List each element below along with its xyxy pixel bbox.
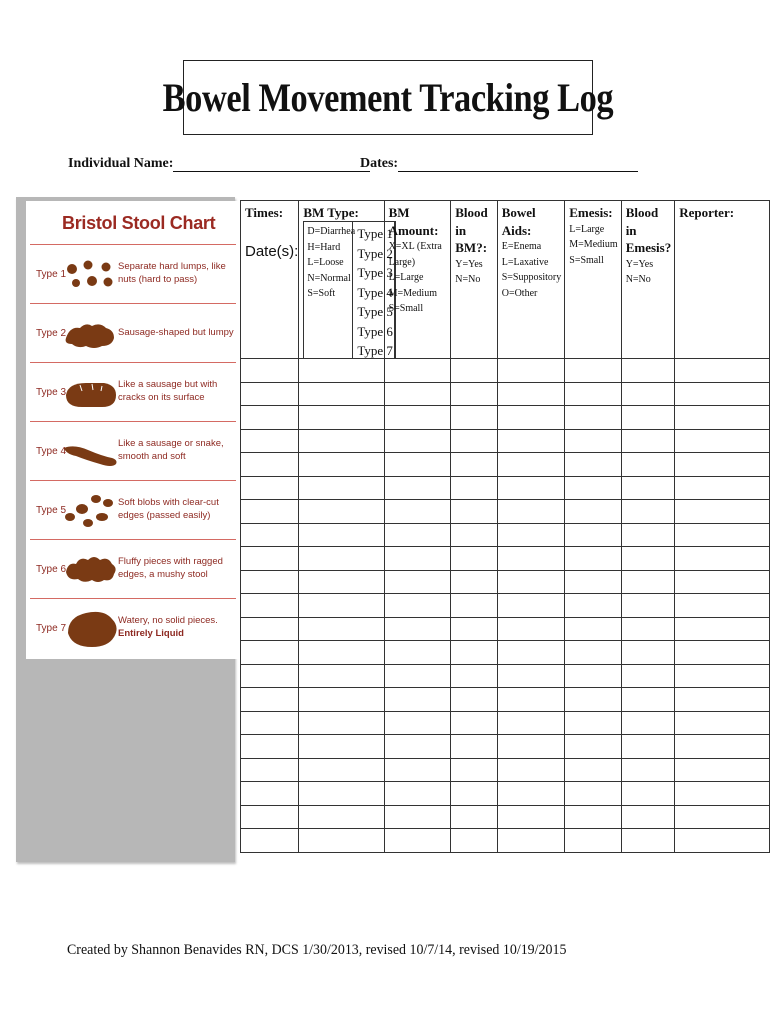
log-row xyxy=(241,570,770,594)
emesis-item: M=Medium xyxy=(569,239,618,251)
stool-type-3-icon xyxy=(62,367,120,417)
bm-type-title: BM Type: xyxy=(303,205,359,220)
log-cell[interactable] xyxy=(241,406,299,430)
log-row xyxy=(241,359,770,383)
reporter-title: Reporter: xyxy=(679,205,735,220)
log-cell[interactable] xyxy=(384,641,451,665)
log-cell[interactable] xyxy=(565,664,621,688)
log-cell[interactable] xyxy=(451,500,497,524)
bowel-aids-header xyxy=(497,201,565,359)
stool-type-label: Type 7 xyxy=(36,622,67,634)
bm-type-item: Type 4 xyxy=(357,284,393,300)
log-cell[interactable] xyxy=(621,805,675,829)
log-cell[interactable] xyxy=(384,735,451,759)
bowel-aids-item: E=Enema xyxy=(501,241,542,253)
bristol-chart-panel xyxy=(26,201,242,659)
log-cell[interactable] xyxy=(241,664,299,688)
log-cell[interactable] xyxy=(241,758,299,782)
log-cell[interactable] xyxy=(497,406,565,430)
log-cell[interactable] xyxy=(621,641,675,665)
log-cell[interactable] xyxy=(565,805,621,829)
log-cell[interactable] xyxy=(675,500,770,524)
log-row xyxy=(241,594,770,618)
emesis-item: S=Small xyxy=(569,254,604,266)
log-cell[interactable] xyxy=(621,547,675,571)
log-cell[interactable] xyxy=(675,382,770,406)
footer-credit: Created by Shannon Benavides RN, DCS 1/30/2013, revised 10/7/14, revised 10/19/2015 xyxy=(67,942,567,958)
log-cell[interactable] xyxy=(384,594,451,618)
log-cell[interactable] xyxy=(621,500,675,524)
log-cell[interactable] xyxy=(384,758,451,782)
log-cell[interactable] xyxy=(675,453,770,477)
log-cell[interactable] xyxy=(299,782,384,806)
log-cell[interactable] xyxy=(565,758,621,782)
stool-type-5 xyxy=(30,480,236,539)
log-row xyxy=(241,758,770,782)
log-cell[interactable] xyxy=(451,641,497,665)
log-row xyxy=(241,664,770,688)
stool-type-desc: Like a sausage or snake, smooth and soft xyxy=(118,438,224,462)
log-row xyxy=(241,429,770,453)
log-cell[interactable] xyxy=(241,500,299,524)
stool-type-4 xyxy=(30,421,236,480)
log-cell[interactable] xyxy=(621,782,675,806)
log-cell[interactable] xyxy=(621,617,675,641)
log-cell[interactable] xyxy=(497,523,565,547)
log-cell[interactable] xyxy=(299,664,384,688)
reporter-header xyxy=(675,201,770,359)
log-cell[interactable] xyxy=(497,805,565,829)
dates-label: Dates: xyxy=(360,156,399,171)
stool-type-label: Type 4 xyxy=(36,445,67,457)
log-cell[interactable] xyxy=(621,382,675,406)
blood-bm-item: Y=Yes xyxy=(455,258,483,270)
log-cell[interactable] xyxy=(299,523,384,547)
bowel-aids-item: S=Suppository xyxy=(501,272,562,284)
log-cell[interactable] xyxy=(565,782,621,806)
log-cell[interactable] xyxy=(299,688,384,712)
log-cell[interactable] xyxy=(497,711,565,735)
log-cell[interactable] xyxy=(675,523,770,547)
log-cell[interactable] xyxy=(241,829,299,853)
log-cell[interactable] xyxy=(565,570,621,594)
log-row xyxy=(241,688,770,712)
log-cell[interactable] xyxy=(451,829,497,853)
log-cell[interactable] xyxy=(384,664,451,688)
bm-code: S=Soft xyxy=(307,288,336,299)
stool-type-1 xyxy=(30,244,236,303)
bowel-aids-item: L=Laxative xyxy=(501,256,549,268)
log-cell[interactable] xyxy=(621,735,675,759)
log-row xyxy=(241,406,770,430)
log-row xyxy=(241,547,770,571)
log-cell[interactable] xyxy=(497,453,565,477)
blood-bm-header xyxy=(451,201,497,359)
log-cell[interactable] xyxy=(451,406,497,430)
bm-type-header xyxy=(299,201,393,359)
bm-type-item: Type 6 xyxy=(357,323,393,339)
log-cell[interactable] xyxy=(451,688,497,712)
log-cell[interactable] xyxy=(241,382,299,406)
log-cell[interactable] xyxy=(621,711,675,735)
bm-code: N=Normal xyxy=(307,272,351,284)
log-cell[interactable] xyxy=(451,453,497,477)
emesis-header xyxy=(565,201,621,359)
log-cell[interactable] xyxy=(299,453,384,477)
stool-type-desc: Watery, no solid pieces. Entirely Liquid xyxy=(118,615,218,639)
log-cell[interactable] xyxy=(299,594,384,618)
log-cell[interactable] xyxy=(241,688,299,712)
log-cell[interactable] xyxy=(299,476,384,500)
log-cell[interactable] xyxy=(384,406,451,430)
log-cell[interactable] xyxy=(451,805,497,829)
log-cell[interactable] xyxy=(675,594,770,618)
log-cell[interactable] xyxy=(241,547,299,571)
bowel-aids-title: Bowel Aids: xyxy=(501,205,536,238)
log-cell[interactable] xyxy=(565,547,621,571)
log-cell[interactable] xyxy=(451,523,497,547)
log-cell[interactable] xyxy=(384,359,451,383)
log-cell[interactable] xyxy=(621,429,675,453)
log-cell[interactable] xyxy=(675,476,770,500)
log-cell[interactable] xyxy=(565,688,621,712)
log-cell[interactable] xyxy=(565,829,621,853)
log-cell[interactable] xyxy=(384,523,451,547)
log-cell[interactable] xyxy=(451,570,497,594)
log-cell[interactable] xyxy=(497,570,565,594)
log-cell[interactable] xyxy=(384,782,451,806)
log-cell[interactable] xyxy=(241,805,299,829)
log-cell[interactable] xyxy=(621,594,675,618)
bm-type-item: Type 5 xyxy=(357,304,393,319)
bm-type-item: Type 2 xyxy=(357,245,393,261)
log-cell[interactable] xyxy=(675,617,770,641)
log-cell[interactable] xyxy=(384,382,451,406)
log-cell[interactable] xyxy=(451,711,497,735)
log-cell[interactable] xyxy=(451,429,497,453)
log-cell[interactable] xyxy=(299,547,384,571)
log-cell[interactable] xyxy=(299,617,384,641)
log-cell[interactable] xyxy=(299,429,384,453)
log-cell[interactable] xyxy=(621,523,675,547)
log-row xyxy=(241,500,770,524)
log-cell[interactable] xyxy=(675,758,770,782)
log-cell[interactable] xyxy=(621,359,675,383)
log-cell[interactable] xyxy=(241,617,299,641)
log-cell[interactable] xyxy=(241,429,299,453)
log-cell[interactable] xyxy=(451,382,497,406)
log-cell[interactable] xyxy=(451,782,497,806)
log-table xyxy=(240,200,770,853)
log-cell[interactable] xyxy=(497,641,565,665)
individual-name-field[interactable] xyxy=(68,156,370,172)
log-cell[interactable] xyxy=(299,570,384,594)
log-cell[interactable] xyxy=(384,688,451,712)
log-cell[interactable] xyxy=(497,594,565,618)
stool-type-desc: Sausage-shaped but lumpy xyxy=(118,326,234,338)
times-label: Times: xyxy=(245,205,284,220)
log-cell[interactable] xyxy=(621,476,675,500)
log-cell[interactable] xyxy=(299,500,384,524)
log-cell[interactable] xyxy=(299,711,384,735)
stool-type-desc: Separate hard lumps, like nuts (hard to pass) xyxy=(118,261,226,285)
stool-type-1-icon xyxy=(62,249,120,299)
dates-blank[interactable] xyxy=(398,157,638,172)
log-cell[interactable] xyxy=(565,500,621,524)
bristol-chart-title: Bristol Stool Chart xyxy=(62,213,216,233)
log-cell[interactable] xyxy=(241,359,299,383)
log-cell[interactable] xyxy=(384,500,451,524)
blood-emesis-item: Y=Yes xyxy=(625,258,654,270)
log-cell[interactable] xyxy=(241,782,299,806)
log-cell[interactable] xyxy=(299,735,384,759)
stool-type-2 xyxy=(30,303,236,362)
log-row xyxy=(241,476,770,500)
log-cell[interactable] xyxy=(384,570,451,594)
bm-type-legend xyxy=(303,221,396,359)
log-cell[interactable] xyxy=(675,735,770,759)
stool-type-label: Type 6 xyxy=(36,563,67,575)
stool-type-desc-bold: Entirely Liquid xyxy=(118,628,184,639)
log-cell[interactable] xyxy=(565,735,621,759)
log-cell[interactable] xyxy=(565,476,621,500)
log-row xyxy=(241,829,770,853)
log-cell[interactable] xyxy=(621,406,675,430)
log-cell[interactable] xyxy=(675,782,770,806)
stool-type-desc: Like a sausage but with cracks on its surface xyxy=(118,379,218,403)
log-cell[interactable] xyxy=(497,500,565,524)
log-cell[interactable] xyxy=(497,547,565,571)
bm-amount-header xyxy=(384,201,451,359)
dates-field[interactable] xyxy=(360,156,638,172)
stool-type-7-icon xyxy=(62,603,120,653)
log-cell[interactable] xyxy=(451,594,497,618)
log-cell[interactable] xyxy=(299,829,384,853)
bm-type-item: Type 7 xyxy=(357,343,393,358)
log-cell[interactable] xyxy=(241,594,299,618)
log-cell[interactable] xyxy=(241,523,299,547)
log-cell[interactable] xyxy=(497,664,565,688)
stool-type-label: Type 1 xyxy=(36,268,67,280)
log-cell[interactable] xyxy=(497,782,565,806)
log-cell[interactable] xyxy=(241,453,299,477)
page-title: Bowel Movement Tracking Log xyxy=(162,75,614,120)
log-cell[interactable] xyxy=(299,382,384,406)
log-cell[interactable] xyxy=(451,758,497,782)
bm-type-item: Type 3 xyxy=(357,265,393,280)
times-header xyxy=(241,201,299,359)
log-cell[interactable] xyxy=(565,641,621,665)
individual-name-label: Individual Name: xyxy=(68,156,174,171)
emesis-title: Emesis: xyxy=(569,205,613,220)
stool-type-desc: Soft blobs with clear-cut edges (passed easily) xyxy=(118,497,219,521)
log-cell[interactable] xyxy=(497,476,565,500)
log-cell[interactable] xyxy=(384,429,451,453)
log-cell[interactable] xyxy=(497,617,565,641)
log-cell[interactable] xyxy=(565,382,621,406)
log-cell[interactable] xyxy=(299,758,384,782)
bowel-aids-item: O=Other xyxy=(501,287,538,299)
emesis-item: L=Large xyxy=(569,223,605,235)
log-cell[interactable] xyxy=(451,476,497,500)
log-cell[interactable] xyxy=(497,688,565,712)
log-cell[interactable] xyxy=(384,805,451,829)
log-row xyxy=(241,382,770,406)
bm-amount-title: BM Amount: xyxy=(388,205,439,238)
log-cell[interactable] xyxy=(241,711,299,735)
bm-type-codes xyxy=(304,224,355,302)
log-cell[interactable] xyxy=(565,594,621,618)
log-cell[interactable] xyxy=(675,547,770,571)
blood-bm-item: N=No xyxy=(455,274,481,286)
log-cell[interactable] xyxy=(451,547,497,571)
log-cell[interactable] xyxy=(384,617,451,641)
log-cell[interactable] xyxy=(384,476,451,500)
log-cell[interactable] xyxy=(384,547,451,571)
log-cell[interactable] xyxy=(565,617,621,641)
log-cell[interactable] xyxy=(565,429,621,453)
bm-code: D=Diarrhea xyxy=(307,226,356,237)
log-cell[interactable] xyxy=(497,735,565,759)
dates-label: Date(s): xyxy=(245,243,299,260)
log-row xyxy=(241,805,770,829)
log-cell[interactable] xyxy=(565,453,621,477)
log-cell[interactable] xyxy=(675,406,770,430)
log-cell[interactable] xyxy=(675,805,770,829)
stool-type-4-icon xyxy=(62,426,120,476)
log-cell[interactable] xyxy=(299,641,384,665)
log-cell[interactable] xyxy=(565,406,621,430)
stool-type-label: Type 3 xyxy=(36,386,67,398)
bristol-stool-chart xyxy=(16,197,235,862)
bm-code: L=Loose xyxy=(307,257,344,268)
log-cell[interactable] xyxy=(384,829,451,853)
log-cell[interactable] xyxy=(497,429,565,453)
bm-amount-item: M=Medium xyxy=(388,287,437,299)
stool-type-label: Type 5 xyxy=(36,504,67,516)
bm-code: H=Hard xyxy=(307,241,341,253)
log-row xyxy=(241,735,770,759)
log-cell[interactable] xyxy=(241,476,299,500)
log-row xyxy=(241,523,770,547)
log-cell[interactable] xyxy=(675,711,770,735)
log-cell[interactable] xyxy=(384,453,451,477)
log-row xyxy=(241,453,770,477)
log-cell[interactable] xyxy=(497,382,565,406)
log-cell[interactable] xyxy=(241,735,299,759)
log-cell[interactable] xyxy=(299,359,384,383)
stool-type-6 xyxy=(30,539,236,598)
log-cell[interactable] xyxy=(241,641,299,665)
log-cell[interactable] xyxy=(675,429,770,453)
stool-type-7 xyxy=(30,598,236,657)
log-row xyxy=(241,711,770,735)
log-cell[interactable] xyxy=(621,758,675,782)
log-cell[interactable] xyxy=(451,664,497,688)
log-cell[interactable] xyxy=(451,617,497,641)
stool-type-3 xyxy=(30,362,236,421)
log-cell[interactable] xyxy=(675,359,770,383)
log-cell[interactable] xyxy=(621,453,675,477)
log-cell[interactable] xyxy=(497,359,565,383)
log-cell[interactable] xyxy=(241,570,299,594)
log-cell[interactable] xyxy=(675,570,770,594)
log-cell[interactable] xyxy=(565,359,621,383)
bm-type-item: Type 1 xyxy=(357,226,393,241)
log-cell[interactable] xyxy=(621,664,675,688)
log-cell[interactable] xyxy=(675,664,770,688)
log-row xyxy=(241,782,770,806)
log-cell[interactable] xyxy=(299,406,384,430)
log-cell[interactable] xyxy=(451,359,497,383)
log-cell[interactable] xyxy=(675,829,770,853)
log-row xyxy=(241,617,770,641)
stool-type-5-icon xyxy=(62,485,120,535)
log-cell[interactable] xyxy=(675,641,770,665)
log-cell[interactable] xyxy=(565,523,621,547)
log-cell[interactable] xyxy=(675,688,770,712)
blood-emesis-header xyxy=(621,201,675,359)
blood-emesis-title: Blood in Emesis? xyxy=(625,205,672,256)
log-cell[interactable] xyxy=(299,805,384,829)
log-cell[interactable] xyxy=(565,711,621,735)
log-cell[interactable] xyxy=(497,829,565,853)
blood-emesis-item: N=No xyxy=(625,274,651,286)
bm-amount-item: S=Small xyxy=(388,303,424,315)
log-cell[interactable] xyxy=(384,711,451,735)
log-cell[interactable] xyxy=(621,688,675,712)
log-cell[interactable] xyxy=(497,758,565,782)
bm-amount-item: X=XL (Extra Large) xyxy=(388,241,442,268)
log-cell[interactable] xyxy=(621,570,675,594)
bm-amount-item: L=Large xyxy=(388,272,424,284)
stool-type-2-icon xyxy=(62,308,120,358)
stool-type-6-icon xyxy=(62,544,120,594)
log-cell[interactable] xyxy=(621,829,675,853)
stool-type-label: Type 2 xyxy=(36,327,67,339)
blood-bm-title: Blood in BM?: xyxy=(455,205,488,256)
log-cell[interactable] xyxy=(451,735,497,759)
title-box xyxy=(162,60,614,135)
log-row xyxy=(241,641,770,665)
individual-name-blank[interactable] xyxy=(173,157,370,172)
stool-type-desc: Fluffy pieces with ragged edges, a mushy stool xyxy=(118,556,223,580)
